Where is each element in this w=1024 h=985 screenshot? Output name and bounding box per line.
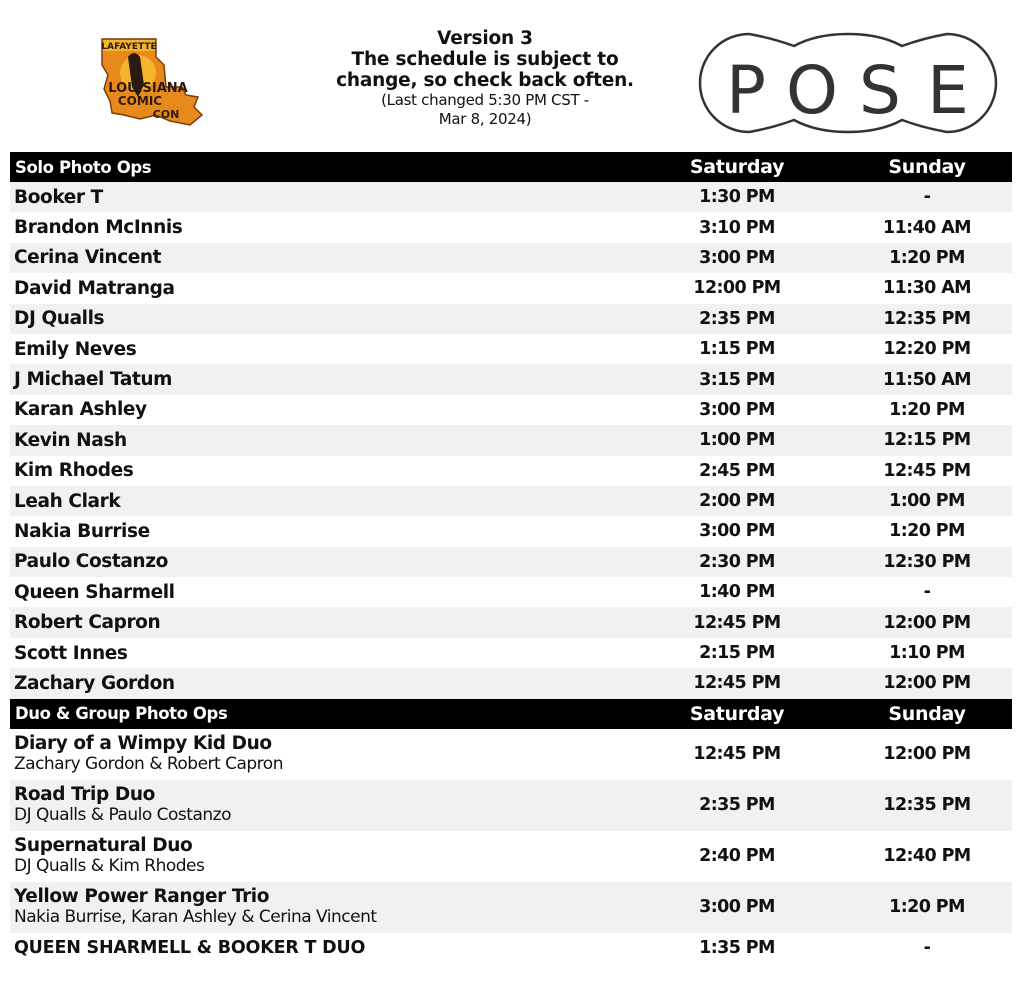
group-name: Supernatural Duo [14,835,193,857]
guest-name: Cerina Vincent [14,247,162,269]
saturday-time: 1:00 PM [699,430,775,451]
sunday-time: 11:40 AM [883,217,971,238]
table-row [10,425,1012,455]
guest-name: Kim Rhodes [14,460,134,482]
group-name: Diary of a Wimpy Kid Duo [14,733,272,755]
table-row [10,780,1012,831]
guest-name: Zachary Gordon [14,672,175,694]
sunday-time: 12:45 PM [883,460,971,481]
table-row [10,486,1012,516]
sunday-time: 11:30 AM [883,278,971,299]
sunday-time: - [923,582,931,603]
sunday-time: 1:10 PM [889,643,965,664]
saturday-time: 12:45 PM [693,673,781,694]
schedule-notice [300,28,670,129]
lafayette-louisiana-comic-con-logo [98,35,204,127]
svg-text:LAFAYETTE: LAFAYETTE [101,42,157,52]
guest-name: Scott Innes [14,642,128,664]
svg-text:E: E [927,52,969,129]
table-row [10,638,1012,668]
notice-line-2: change, so check back often. [336,70,634,91]
saturday-time: 3:10 PM [699,217,775,238]
table-row [10,182,1012,212]
group-members: Nakia Burrise, Karan Ashley & Cerina Vincent [14,907,377,928]
sunday-time: 1:00 PM [889,491,965,512]
saturday-time: 2:35 PM [699,308,775,329]
solo-section-header [10,152,1012,182]
table-row [10,456,1012,486]
guest-name: Brandon McInnis [14,217,183,239]
guest-name: Leah Clark [14,490,121,512]
table-row [10,668,1012,698]
svg-text:O: O [786,52,838,129]
column-header-saturday: Saturday [689,156,785,178]
page-header [0,0,1024,150]
sunday-time: 12:20 PM [883,339,971,360]
svg-text:P: P [726,52,766,129]
table-row [10,577,1012,607]
table-row [10,933,1012,963]
sunday-time: 12:00 PM [883,673,971,694]
saturday-time: 3:00 PM [699,897,775,918]
guest-name: Booker T [14,186,103,208]
sunday-time: 12:15 PM [883,430,971,451]
sunday-time: 12:35 PM [883,795,971,816]
column-header-sunday: Sunday [888,156,966,178]
sunday-time: 12:00 PM [883,612,971,633]
sunday-time: 12:40 PM [883,846,971,867]
last-changed-line-2: Mar 8, 2024) [438,110,532,128]
guest-name: Robert Capron [14,612,161,634]
table-row [10,395,1012,425]
group-members: DJ Qualls & Kim Rhodes [14,856,205,877]
sunday-time: 1:20 PM [889,399,965,420]
saturday-time: 3:00 PM [699,521,775,542]
table-row [10,334,1012,364]
saturday-time: 2:45 PM [699,460,775,481]
saturday-time: 2:35 PM [699,795,775,816]
saturday-time: 1:40 PM [699,582,775,603]
table-row [10,516,1012,546]
guest-name: Nakia Burrise [14,520,150,542]
table-row [10,364,1012,394]
column-header-saturday: Saturday [689,702,785,725]
group-name: QUEEN SHARMELL & BOOKER T DUO [14,937,366,958]
pose-logo [696,30,1000,136]
table-row [10,273,1012,303]
sunday-time: 12:35 PM [883,308,971,329]
svg-text:CON: CON [152,108,180,121]
sunday-time: 1:20 PM [889,521,965,542]
saturday-time: 3:00 PM [699,247,775,268]
column-header-sunday: Sunday [888,702,966,725]
table-row [10,607,1012,637]
svg-text:COMIC: COMIC [117,94,163,108]
guest-name: David Matranga [14,277,175,299]
saturday-time: 3:00 PM [699,399,775,420]
saturday-time: 1:30 PM [699,187,775,208]
table-row [10,831,1012,882]
table-row [10,243,1012,273]
guest-name: Karan Ashley [14,399,147,421]
saturday-time: 12:00 PM [693,278,781,299]
saturday-time: 2:00 PM [699,491,775,512]
sunday-time: - [923,187,931,208]
table-row [10,304,1012,334]
sunday-time: 12:30 PM [883,551,971,572]
sunday-time: 11:50 AM [883,369,971,390]
group-section-header [10,699,1012,729]
last-changed-line-1: (Last changed 5:30 PM CST - [381,91,589,109]
saturday-time: 1:15 PM [699,339,775,360]
saturday-time: 12:45 PM [693,612,781,633]
table-row [10,547,1012,577]
section-title: Solo Photo Ops [15,157,152,177]
saturday-time: 2:40 PM [699,846,775,867]
saturday-time: 3:15 PM [699,369,775,390]
guest-name: Queen Sharmell [14,581,175,603]
photo-ops-schedule-table [10,152,1012,963]
group-members: DJ Qualls & Paulo Costanzo [14,805,231,826]
section-title: Duo & Group Photo Ops [15,704,228,724]
group-members: Zachary Gordon & Robert Capron [14,754,283,775]
saturday-time: 2:30 PM [699,551,775,572]
version-label: Version 3 [437,28,533,49]
guest-name: Paulo Costanzo [14,551,168,573]
group-name: Yellow Power Ranger Trio [14,886,270,908]
saturday-time: 2:15 PM [699,643,775,664]
guest-name: J Michael Tatum [14,369,173,391]
saturday-time: 1:35 PM [699,937,775,958]
saturday-time: 12:45 PM [693,744,781,765]
table-row [10,729,1012,780]
svg-text:LOUISIANA: LOUISIANA [108,81,188,96]
guest-name: Emily Neves [14,338,137,360]
table-row [10,882,1012,933]
sunday-time: 1:20 PM [889,897,965,918]
svg-text:S: S [859,52,901,129]
sunday-time: 12:00 PM [883,744,971,765]
sunday-time: 1:20 PM [889,247,965,268]
notice-line-1: The schedule is subject to [351,49,619,70]
guest-name: Kevin Nash [14,429,127,451]
sunday-time: - [923,937,931,958]
group-name: Road Trip Duo [14,784,155,806]
guest-name: DJ Qualls [14,308,105,330]
table-row [10,212,1012,242]
